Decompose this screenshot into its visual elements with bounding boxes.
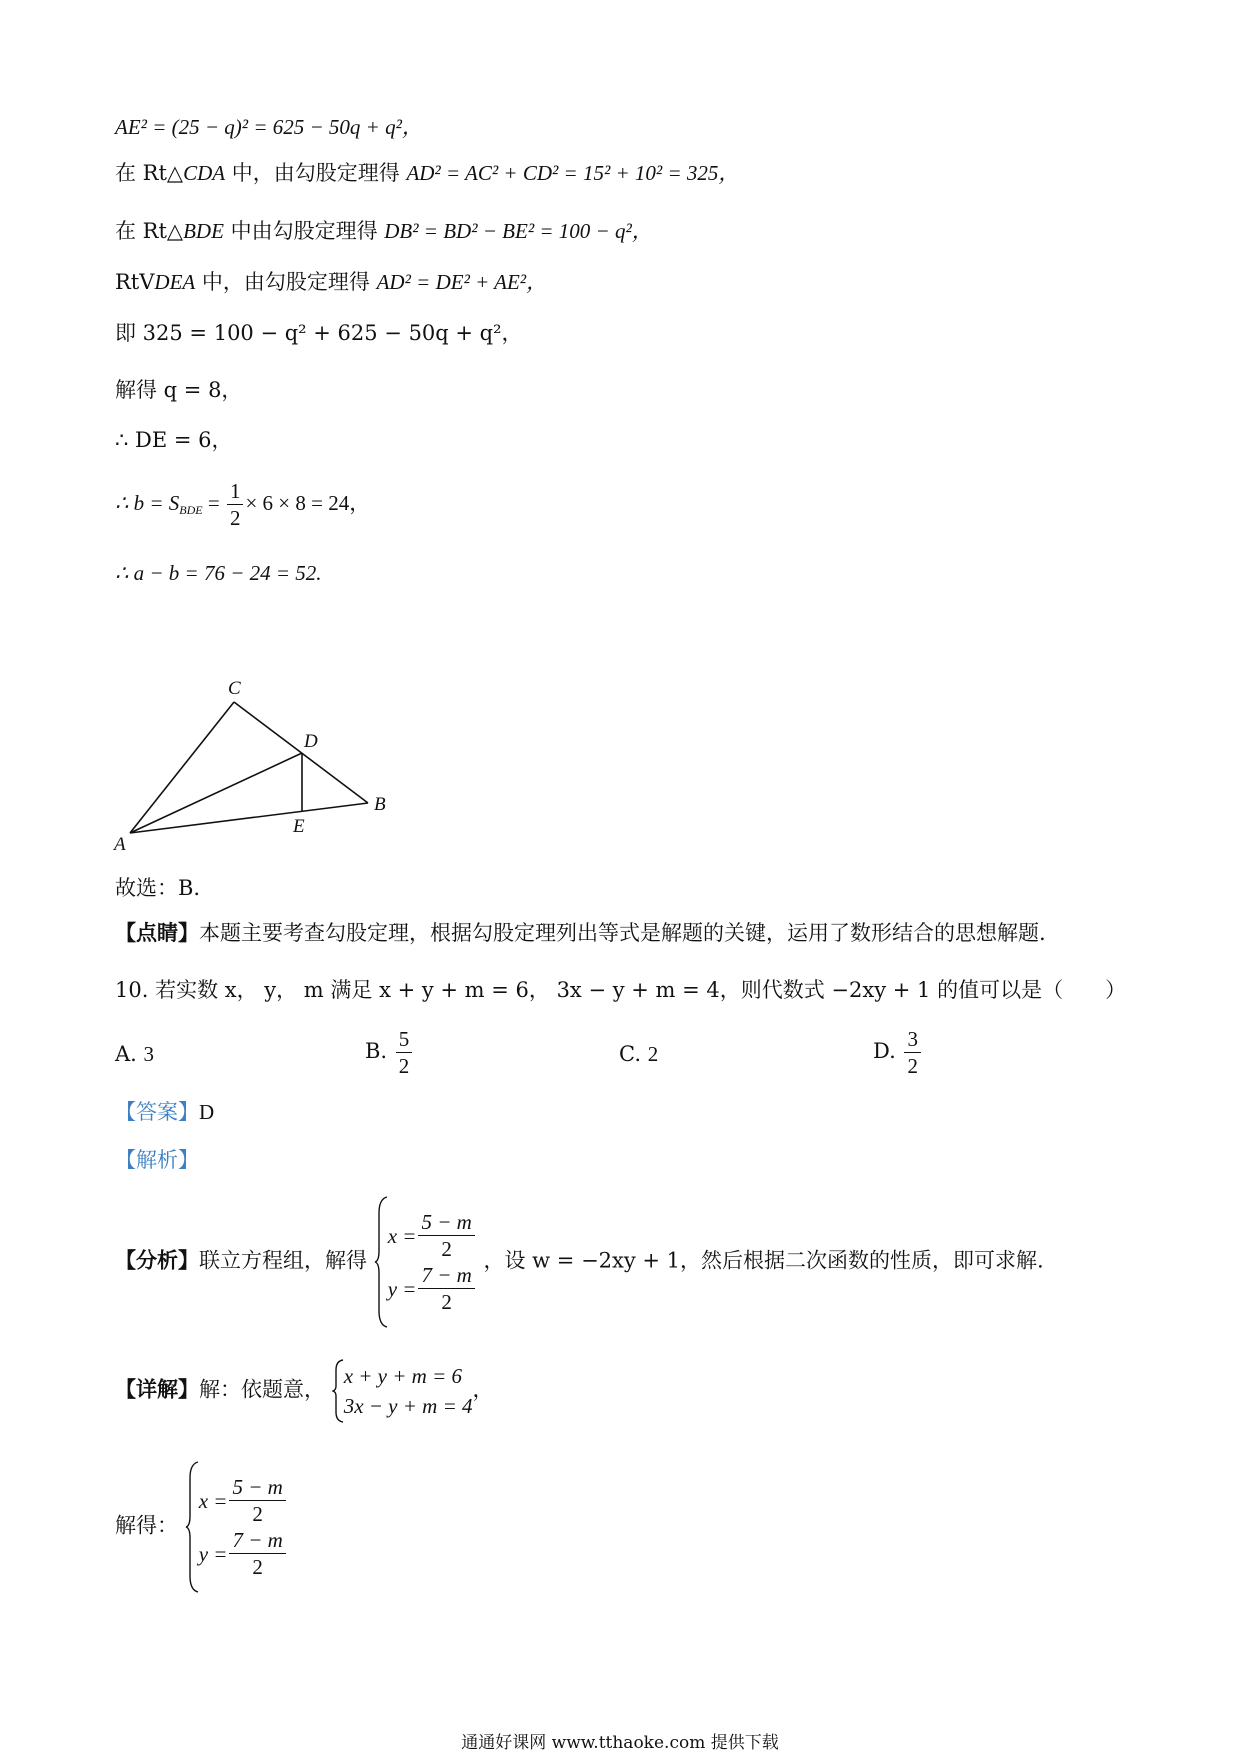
system-rows	[344, 1361, 473, 1421]
line-mid: 中，由勾股定理得	[195, 270, 377, 294]
line-mid: 中由勾股定理得	[223, 219, 385, 243]
option-label: D.	[873, 1039, 896, 1063]
text-a-minus-b: ∴ a − b = 76 − 24 = 52.	[115, 561, 322, 585]
jiede-pre: 解得：	[115, 1513, 178, 1538]
fraction-numerator: 5	[396, 1026, 413, 1053]
option-fraction	[904, 1026, 921, 1079]
equation: DB² = BD² − BE² = 100 − q²，	[384, 219, 653, 243]
line-mid: 中，由勾股定理得	[225, 161, 407, 185]
vertex-label-d: D	[304, 731, 318, 752]
solution-system	[374, 1195, 477, 1329]
text-solve-q: 解得 q = 8，	[115, 378, 243, 402]
answer-line	[115, 1097, 214, 1127]
text-pythagoras-cda	[115, 158, 739, 188]
option-d	[873, 1026, 923, 1079]
system-eq2: 3x − y + m = 4	[343, 1394, 473, 1418]
edge-cb	[234, 702, 368, 803]
fenxi-tag: 【分析】	[115, 1247, 199, 1273]
fraction-denominator: 2	[229, 506, 241, 530]
xiangjie-tag: 【详解】	[115, 1376, 199, 1402]
row-lhs: x =	[387, 1223, 417, 1248]
option-a	[115, 1040, 154, 1068]
triangle-name: BDE	[183, 219, 224, 243]
area-result: × 6 × 8 = 24，	[245, 491, 371, 515]
option-value: 2	[647, 1042, 659, 1066]
jiede-paragraph	[115, 1460, 288, 1594]
fraction-numerator: 1	[227, 478, 244, 505]
comment-paragraph	[115, 918, 1046, 948]
vertex-label-a: A	[114, 834, 126, 855]
edge-ab	[130, 803, 368, 833]
line-prefix: 在 Rt△	[115, 219, 184, 243]
equation-combined: 即 325 = 100 − q² + 625 − 50q + q²，	[115, 321, 523, 345]
xiangjie-pre: 解：依题意，	[199, 1377, 325, 1402]
system-row-x	[388, 1209, 477, 1262]
fenxi-post: ，设 w = −2xy + 1，然后根据二次函数的性质，即可求解.	[483, 1248, 1044, 1273]
equation-system	[332, 1358, 473, 1424]
option-label: A.	[115, 1042, 137, 1066]
line-prefix: 在 Rt△	[115, 161, 184, 185]
answer-value: D	[199, 1100, 215, 1124]
text-pythagoras-dea	[115, 267, 547, 297]
edge-ac	[130, 702, 234, 833]
solution-system	[185, 1460, 288, 1594]
analysis-tag: 【解析】	[115, 1148, 199, 1172]
area-subscript: BDE	[179, 503, 203, 517]
fenxi-paragraph	[115, 1195, 1044, 1329]
brace-icon	[332, 1358, 344, 1424]
row-fraction	[418, 1209, 474, 1262]
fraction-numerator: 7 − m	[418, 1262, 474, 1289]
fraction-numerator: 5 − m	[229, 1474, 285, 1501]
question-10: 10. 若实数 x， y， m 满足 x + y + m = 6， 3x − y + m = 4，则代数式 −2xy + 1 的值可以是（ ）	[115, 978, 1127, 1002]
fraction-numerator: 5 − m	[418, 1209, 474, 1236]
xiangjie-paragraph	[115, 1358, 494, 1424]
triangle-name: DEA	[154, 270, 196, 294]
xiangjie-post: ，	[472, 1377, 494, 1402]
system-eq1: x + y + m = 6	[343, 1364, 463, 1388]
fenxi-pre: 联立方程组，解得	[199, 1248, 367, 1273]
option-value: 3	[143, 1042, 155, 1066]
vertex-label-c: C	[228, 678, 241, 699]
system-row-y	[388, 1262, 477, 1315]
fraction-numerator: 3	[904, 1026, 921, 1053]
fraction-denominator: 2	[398, 1054, 410, 1078]
fraction-denominator: 2	[252, 1555, 263, 1579]
option-fraction	[396, 1026, 413, 1079]
choice-line: 故选：B.	[115, 876, 201, 900]
vertex-label-b: B	[374, 794, 386, 815]
system-row-y	[199, 1527, 288, 1580]
text-pythagoras-bde	[115, 216, 653, 246]
system-row-x	[199, 1474, 288, 1527]
fraction-denominator: 2	[252, 1502, 263, 1526]
text-de-value: ∴ DE = 6，	[115, 428, 233, 452]
fraction-numerator: 7 − m	[229, 1527, 285, 1554]
vertex-label-e: E	[293, 816, 305, 837]
option-label: C.	[619, 1042, 641, 1066]
text-b-area	[115, 478, 370, 531]
comment-tag: 【点睛】	[115, 920, 199, 945]
brace-icon	[185, 1460, 199, 1594]
row-fraction	[229, 1527, 285, 1580]
line-prefix: RtV	[115, 270, 155, 294]
equals: =	[202, 491, 225, 515]
comment-text: 本题主要考查勾股定理，根据勾股定理列出等式是解题的关键，运用了数形结合的思想解题.	[199, 921, 1046, 945]
equation: AD² = AC² + CD² = 15² + 10² = 325，	[406, 161, 740, 185]
fraction-denominator: 2	[907, 1054, 918, 1078]
option-b	[365, 1026, 414, 1079]
system-rows	[199, 1474, 288, 1580]
equation-ae-squared: AE² = (25 − q)² = 625 − 50q + q²，	[115, 115, 423, 139]
equation: AD² = DE² + AE²，	[376, 270, 548, 294]
triangle-name: CDA	[183, 161, 226, 185]
row-lhs: y =	[387, 1276, 417, 1301]
fraction-half	[227, 478, 244, 531]
row-fraction	[229, 1474, 285, 1527]
area-prefix: ∴ b = S	[115, 491, 180, 515]
brace-icon	[374, 1195, 388, 1329]
option-label: B.	[365, 1039, 388, 1063]
row-fraction	[418, 1262, 474, 1315]
edge-ad	[130, 753, 302, 833]
answer-tag: 【答案】	[115, 1100, 199, 1124]
row-lhs: y =	[198, 1541, 228, 1566]
triangle-figure	[110, 672, 400, 857]
fraction-denominator: 2	[441, 1290, 452, 1314]
fraction-denominator: 2	[441, 1237, 452, 1261]
system-rows	[388, 1209, 477, 1315]
footer-source: 通通好课网 www.tthaoke.com 提供下载	[461, 1733, 779, 1753]
row-lhs: x =	[198, 1488, 228, 1513]
option-c	[619, 1040, 658, 1068]
